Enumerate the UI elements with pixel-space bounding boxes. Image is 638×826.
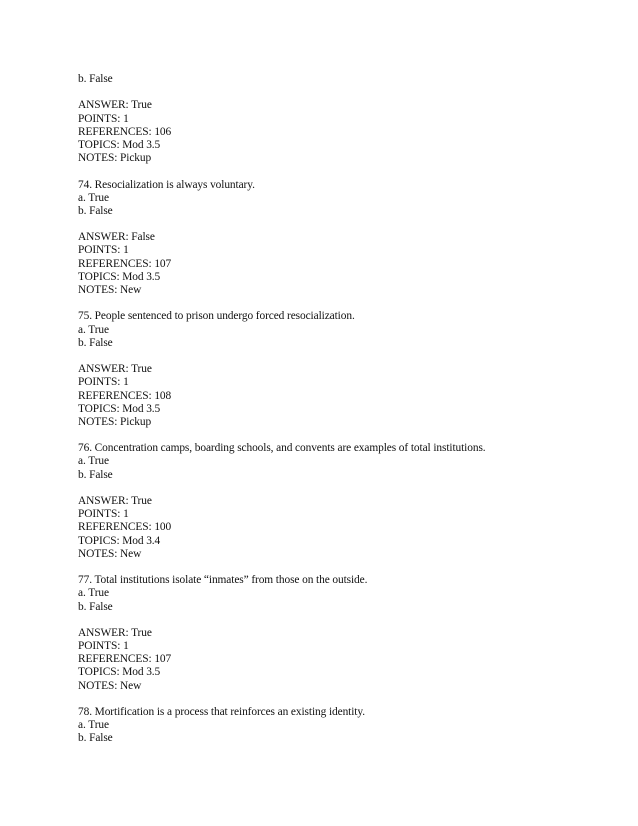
points-line: POINTS: 1 xyxy=(78,112,129,125)
notes-line: NOTES: New xyxy=(78,679,142,692)
spacer xyxy=(78,218,598,231)
notes-line: NOTES: Pickup xyxy=(78,415,152,428)
spacer xyxy=(78,86,598,99)
answer-block xyxy=(78,363,598,429)
spacer xyxy=(78,429,598,442)
question-block xyxy=(78,179,598,219)
spacer xyxy=(78,561,598,574)
question-options-continued xyxy=(78,73,598,86)
answer-block xyxy=(78,627,598,693)
question-text: 78. Mortification is a process that reinforces an existing identity. xyxy=(78,706,365,718)
references-line: REFERENCES: 106 xyxy=(78,125,172,138)
answer-block xyxy=(78,495,598,561)
question-block xyxy=(78,574,598,614)
references-line: REFERENCES: 108 xyxy=(78,389,172,402)
question-block xyxy=(78,310,598,350)
option-b: b. False xyxy=(78,600,113,613)
question-text: 76. Concentration camps, boarding schools, and convents are examples of total institutions. xyxy=(78,442,486,455)
document-page xyxy=(78,73,598,746)
answer-line: ANSWER: True xyxy=(78,363,152,376)
option-a: a. True xyxy=(78,719,109,732)
references-line: REFERENCES: 107 xyxy=(78,257,172,270)
option-b: b. False xyxy=(78,468,113,481)
question-block xyxy=(78,706,598,746)
option-b: b. False xyxy=(78,204,113,217)
answer-line: ANSWER: False xyxy=(78,231,155,244)
option-b: b. False xyxy=(78,73,113,85)
topics-line: TOPICS: Mod 3.5 xyxy=(78,402,161,415)
spacer xyxy=(78,165,598,178)
spacer xyxy=(78,297,598,310)
answer-line: ANSWER: True xyxy=(78,495,152,507)
option-b: b. False xyxy=(78,336,113,349)
option-a: a. True xyxy=(78,191,109,204)
answer-block xyxy=(78,99,598,165)
points-line: POINTS: 1 xyxy=(78,244,129,257)
spacer xyxy=(78,482,598,495)
answer-line: ANSWER: True xyxy=(78,99,152,112)
answer-block xyxy=(78,231,598,297)
topics-line: TOPICS: Mod 3.4 xyxy=(78,534,161,547)
answer-line: ANSWER: True xyxy=(78,626,152,639)
points-line: POINTS: 1 xyxy=(78,376,129,389)
topics-line: TOPICS: Mod 3.5 xyxy=(78,270,161,283)
references-line: REFERENCES: 100 xyxy=(78,521,172,534)
points-line: POINTS: 1 xyxy=(78,508,129,521)
notes-line: NOTES: Pickup xyxy=(78,152,152,165)
spacer xyxy=(78,693,598,706)
option-a: a. True xyxy=(78,455,109,468)
spacer xyxy=(78,614,598,627)
topics-line: TOPICS: Mod 3.5 xyxy=(78,666,161,679)
option-a: a. True xyxy=(78,587,109,600)
spacer xyxy=(78,350,598,363)
topics-line: TOPICS: Mod 3.5 xyxy=(78,138,161,151)
references-line: REFERENCES: 107 xyxy=(78,653,172,666)
option-b: b. False xyxy=(78,732,113,745)
question-block xyxy=(78,442,598,482)
notes-line: NOTES: New xyxy=(78,284,142,296)
points-line: POINTS: 1 xyxy=(78,640,129,653)
question-text: 74. Resocialization is always voluntary. xyxy=(78,178,255,191)
question-text: 77. Total institutions isolate “inmates” from those on the outside. xyxy=(78,574,368,587)
notes-line: NOTES: New xyxy=(78,547,142,560)
question-text: 75. People sentenced to prison undergo forced resocialization. xyxy=(78,310,355,323)
option-a: a. True xyxy=(78,323,109,336)
